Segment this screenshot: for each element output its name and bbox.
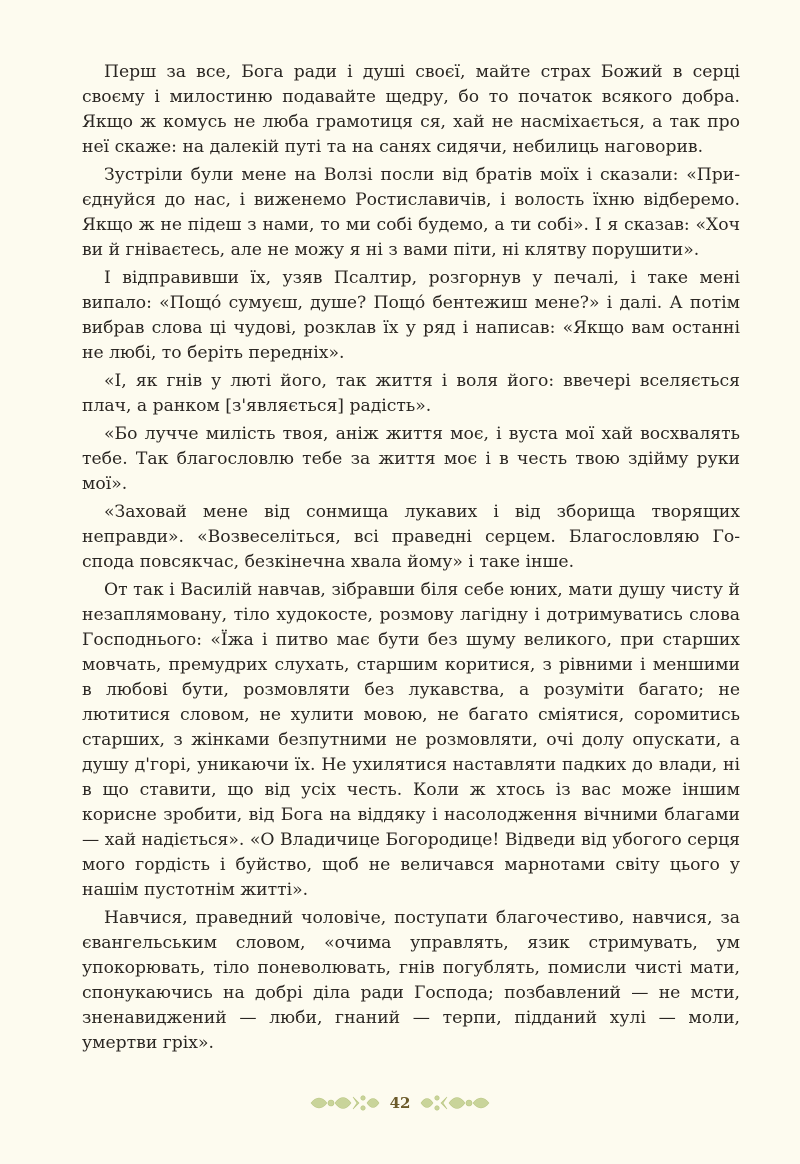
page-body: [82, 60, 740, 1059]
paragraph: «Заховай мене від сонмища лукавих і від зборища творящих неправди». «Возвеселіться, всі праведні серцем. Благословляю Господа повсякчас, безкінечна хвала йому» і таке інше.: [82, 502, 740, 572]
paragraph: «Бо лучче милість твоя, аніж життя моє, і вуста мої хай восхвалять тебе. Так благословлю тебе за життя моє і в честь твою здійму руки мої».: [82, 424, 740, 494]
page-footer: [0, 1088, 800, 1118]
paragraph: Зустріли були мене на Волзі посли від братів моїх і сказали: «Приєднуйся до нас, і виженемо Ростиславичів, і волость їхню відберемо. Якщо ж не підеш з нами, то ми собі будемо, а ти собі». І я сказав: «Хоч ви й гніваєтесь, але не можу я ні з вами піти, ні клятву порушити».: [82, 165, 740, 260]
paragraph: І відправивши їх, узяв Псалтир, розгорнув у печалі, і таке мені випало: «Пощо́ сумуєш, душе? Пощо́ бентежиш мене?» і далі. А потім вибрав слова ці чудові, розклав їх у ряд і написав: «Якщо вам останні не любі, то беріть передніх».: [82, 268, 740, 363]
paragraph: От так і Василій навчав, зібравши біля себе юних, мати душу чисту й незаплямовану, тіло худокосте, розмову лагідну і дотримуватись слова Господнього: «Їжа і питво має бути без шуму великого, при старших мовчать, премудрих слухать, старшим коритися, з рівними і меншими в любові бути, розмовляти без лукавства, а розуміти багато; не лютитися словом, не хулити мовою, не багато сміятися, соромитись старших, з жінками безпутними не розмовляти, очі долу опускати, а душу д'горі, уникаючи їх. Не ухилятися наставляти падких до влади, ні в що ставити, що від усіх честь. Коли ж хтось із вас може іншим корисне зробити, від Бога на віддяку і насолодження вічними благами — хай надіється». «О Владичице Богородице! Відведи від убогого серця мого гордість і буйство, щоб не величався марнотами світу цього у нашім пустотнім житті».: [82, 580, 740, 900]
page-number: 42: [387, 1094, 414, 1112]
paragraph: Перш за все, Бога ради і душі своєї, майте страх Божий в серці своєму і милостиню подавайте щедру, бо то початок всякого добра. Якщо ж комусь не люба грамотиця ся, хай не насміхається, а так про неї скаже: на далекій путі та на санях сидячи, небилиць наговорив.: [82, 62, 740, 157]
paragraph: Навчися, праведний чоловіче, поступати благочестиво, навчися, за євангельським словом, «очима управлять, язик стримувать, ум упокорювать, тіло поневолювать, гнів погублять, помисли чисті мати, спонукаючись на добрі діла ради Господа; позбавлений — не мсти, зненавиджений — люби, гнаний — терпи, підданий хулі — моли, умертви гріх».: [82, 908, 740, 1053]
paragraph: «І, як гнів у люті його, так життя і воля його: ввечері вселяється плач, а ранком [з'являється] радість».: [82, 371, 740, 416]
floral-ornament-icon: [305, 1088, 495, 1118]
